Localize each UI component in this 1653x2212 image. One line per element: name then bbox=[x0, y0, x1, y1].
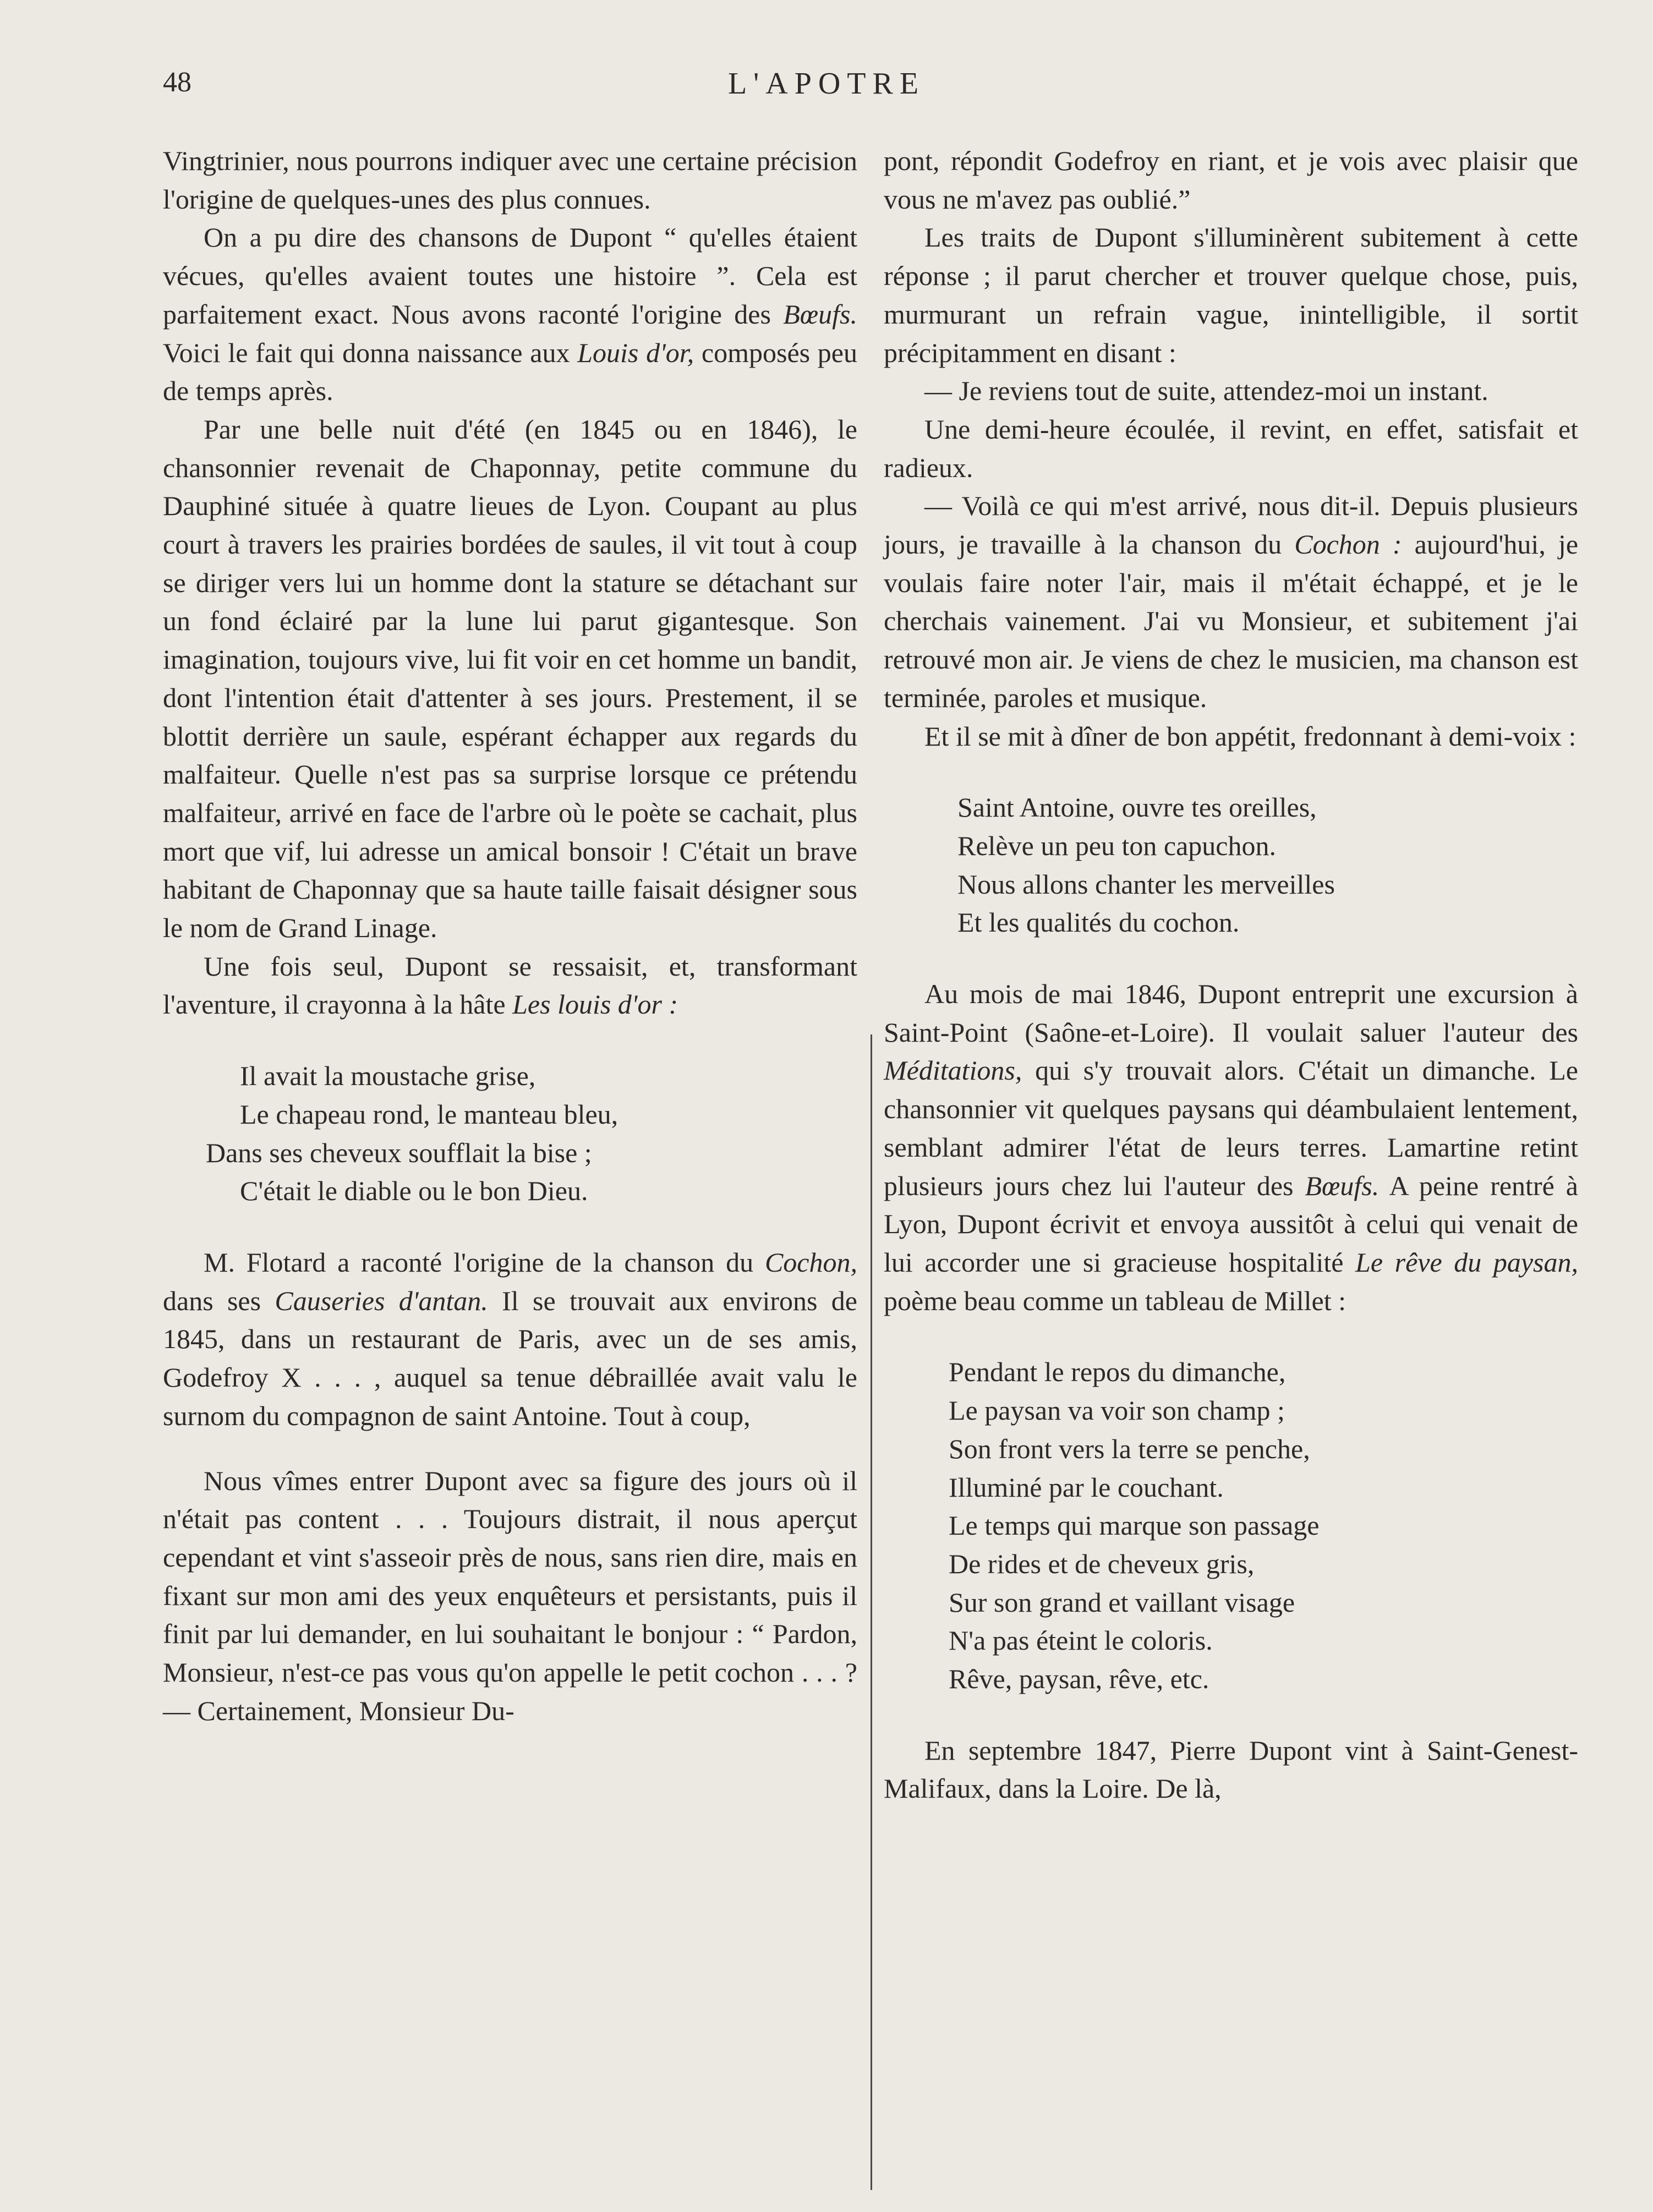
verse-line: Relève un peu ton capuchon. bbox=[957, 830, 1276, 861]
verse-line: Illuminé par le couchant. bbox=[949, 1471, 1224, 1503]
quoted-paragraph: Nous vîmes entrer Dupont avec sa figure des jours où il n'était pas content . . . Toujours distrait, il nous aperçut cependant et vint s'asseoir près de nous, sans rien dire, mais en fixant sur mon ami des yeux enquêteurs et persistants, puis il finit par lui demander, en lui souhaitant le bonjour : “ Pardon, Monsieur, n'est-ce pas vous qu'on appelle le petit cochon . . . ? — Certainement, Monsieur Du- bbox=[163, 1465, 857, 1726]
verse-line: De rides et de cheveux gris, bbox=[949, 1548, 1255, 1579]
work-title: Cochon : bbox=[1294, 529, 1402, 560]
paragraph: Par une belle nuit d'été (en 1845 ou en 1846), le chansonnier revenait de Chaponnay, petite commune du Dauphiné située à quatre lieues de Lyon. Coupant au plus court à travers les prairies bordées de saules, il vit tout à coup se diriger vers lui un homme dont la stature se détachant sur un fond éclairé par la lune lui parut gigantesque. Son imagination, toujours vive, lui fit voir en cet homme un bandit, dont l'intention était d'attenter à ses jours. Prestement, il se blottit derrière un saule, espérant échapper aux regards du malfaiteur. Quelle n'est pas sa surprise lorsque ce prétendu malfaiteur, arrivé en face de l'arbre où le poète se cachait, plus mort que vif, lui adresse un amical bonsoir ! C'était un brave habitant de Chaponnay que sa haute taille faisait désigner sous le nom de Grand Linage. bbox=[163, 413, 857, 944]
column-rule bbox=[871, 1034, 872, 2190]
paragraph: En septembre 1847, Pierre Dupont vint à Saint-Genest-Malifaux, dans la Loire. De là, bbox=[884, 1734, 1578, 1804]
verse-reve-du-paysan bbox=[884, 1353, 1578, 1698]
paragraph: pont, répondit Godefroy en riant, et je vois avec plaisir que vous ne m'avez pas oublié.” bbox=[884, 145, 1578, 215]
verse-louis-dor bbox=[163, 1057, 857, 1211]
page-number: 48 bbox=[163, 67, 191, 98]
verse-line: Rêve, paysan, rêve, etc. bbox=[949, 1663, 1209, 1695]
work-title: Bœufs. bbox=[783, 298, 857, 330]
work-title: Cochon, bbox=[764, 1246, 857, 1278]
paragraph: Au mois de mai 1846, Dupont entreprit une excursion à Saint-Point (Saône-et-Loire). Il voulait saluer l'auteur des Méditations, qui s'y trouvait alors. C'était un dimanche. Le chansonnier vit quelques paysans qui déambulaient lentement, semblant admirer l'état de leurs terres. Lamartine retint plusieurs jours chez lui l'auteur des Bœufs. A peine rentré à Lyon, Dupont écrivit et envoya aussitôt à celui qui venait de lui accorder une si gracieuse hospitalité Le rêve du paysan, poème beau comme un tableau de Millet : bbox=[884, 978, 1578, 1316]
work-title: Causeries d'antan. bbox=[275, 1285, 488, 1316]
verse-line: Dans ses cheveux soufflait la bise ; bbox=[206, 1137, 592, 1168]
verse-line: Son front vers la terre se penche, bbox=[949, 1433, 1310, 1464]
work-title: Bœufs. bbox=[1305, 1170, 1380, 1201]
verse-line: Le chapeau rond, le manteau bleu, bbox=[240, 1098, 618, 1130]
verse-line: Le paysan va voir son champ ; bbox=[949, 1395, 1285, 1426]
paragraph: Les traits de Dupont s'illuminèrent subitement à cette réponse ; il parut chercher et trouver quelque chose, puis, murmurant un refrain vague, inintelligible, il sortit précipitamment en disant : bbox=[884, 222, 1578, 368]
paragraph: — Je reviens tout de suite, attendez-moi un instant. bbox=[924, 375, 1488, 407]
left-column bbox=[163, 142, 857, 1730]
verse-line: Le temps qui marque son passage bbox=[949, 1510, 1320, 1541]
paragraph: Une fois seul, Dupont se ressaisit, et, transformant l'aventure, il crayonna à la hâte Les louis d'or : bbox=[163, 950, 857, 1020]
verse-line: Et les qualités du cochon. bbox=[957, 907, 1240, 938]
work-title: Le rêve du paysan, bbox=[1355, 1246, 1578, 1278]
paragraph: — Voilà ce qui m'est arrivé, nous dit-il. Depuis plusieurs jours, je travaille à la chanson du Cochon : aujourd'hui, je voulais faire noter l'air, mais il m'était échappé, et je le cherchais vainement. J'ai vu Monsieur, et subitement j'ai retrouvé mon air. Je viens de chez le musicien, ma chanson est terminée, paroles et musique. bbox=[884, 490, 1579, 713]
verse-line: Pendant le repos du dimanche, bbox=[949, 1356, 1286, 1388]
work-title: Louis d'or, bbox=[577, 337, 694, 368]
verse-line: C'était le diable ou le bon Dieu. bbox=[240, 1175, 588, 1207]
verse-line: Il avait la moustache grise, bbox=[240, 1060, 536, 1092]
paragraph: Une demi-heure écoulée, il revint, en effet, satisfait et radieux. bbox=[884, 413, 1578, 483]
paragraph: On a pu dire des chansons de Dupont “ qu'elles étaient vécues, qu'elles avaient toutes une histoire ”. Cela est parfaitement exact. Nous avons raconté l'origine des Bœufs. Voici le fait qui donna naissance aux Louis d'or, composés peu de temps après. bbox=[163, 222, 857, 407]
work-title: Méditations, bbox=[884, 1055, 1022, 1086]
page-header bbox=[163, 66, 1490, 116]
verse-line: Nous allons chanter les merveilles bbox=[957, 868, 1335, 900]
verse-line: N'a pas éteint le coloris. bbox=[949, 1625, 1213, 1656]
right-column bbox=[884, 142, 1578, 1808]
verse-line: Saint Antoine, ouvre tes oreilles, bbox=[957, 792, 1317, 823]
verse-line: Sur son grand et vaillant visage bbox=[949, 1586, 1295, 1618]
running-title: L'APOTRE bbox=[727, 67, 926, 101]
paragraph: Et il se mit à dîner de bon appétit, fredonnant à demi-voix : bbox=[924, 720, 1577, 752]
verse-cochon bbox=[884, 789, 1578, 942]
paragraph: M. Flotard a raconté l'origine de la chanson du Cochon, dans ses Causeries d'antan. Il se trouvait aux environs de 1845, dans un restaurant de Paris, avec un de ses amis, Godefroy X . . . , auquel sa tenue débraillée avait valu le surnom du compagnon de saint Antoine. Tout à coup, bbox=[163, 1246, 857, 1431]
work-title: Les louis d'or : bbox=[512, 989, 678, 1020]
paragraph: Vingtrinier, nous pourrons indiquer avec une certaine précision l'origine de quelques-unes des plus connues. bbox=[163, 145, 857, 215]
